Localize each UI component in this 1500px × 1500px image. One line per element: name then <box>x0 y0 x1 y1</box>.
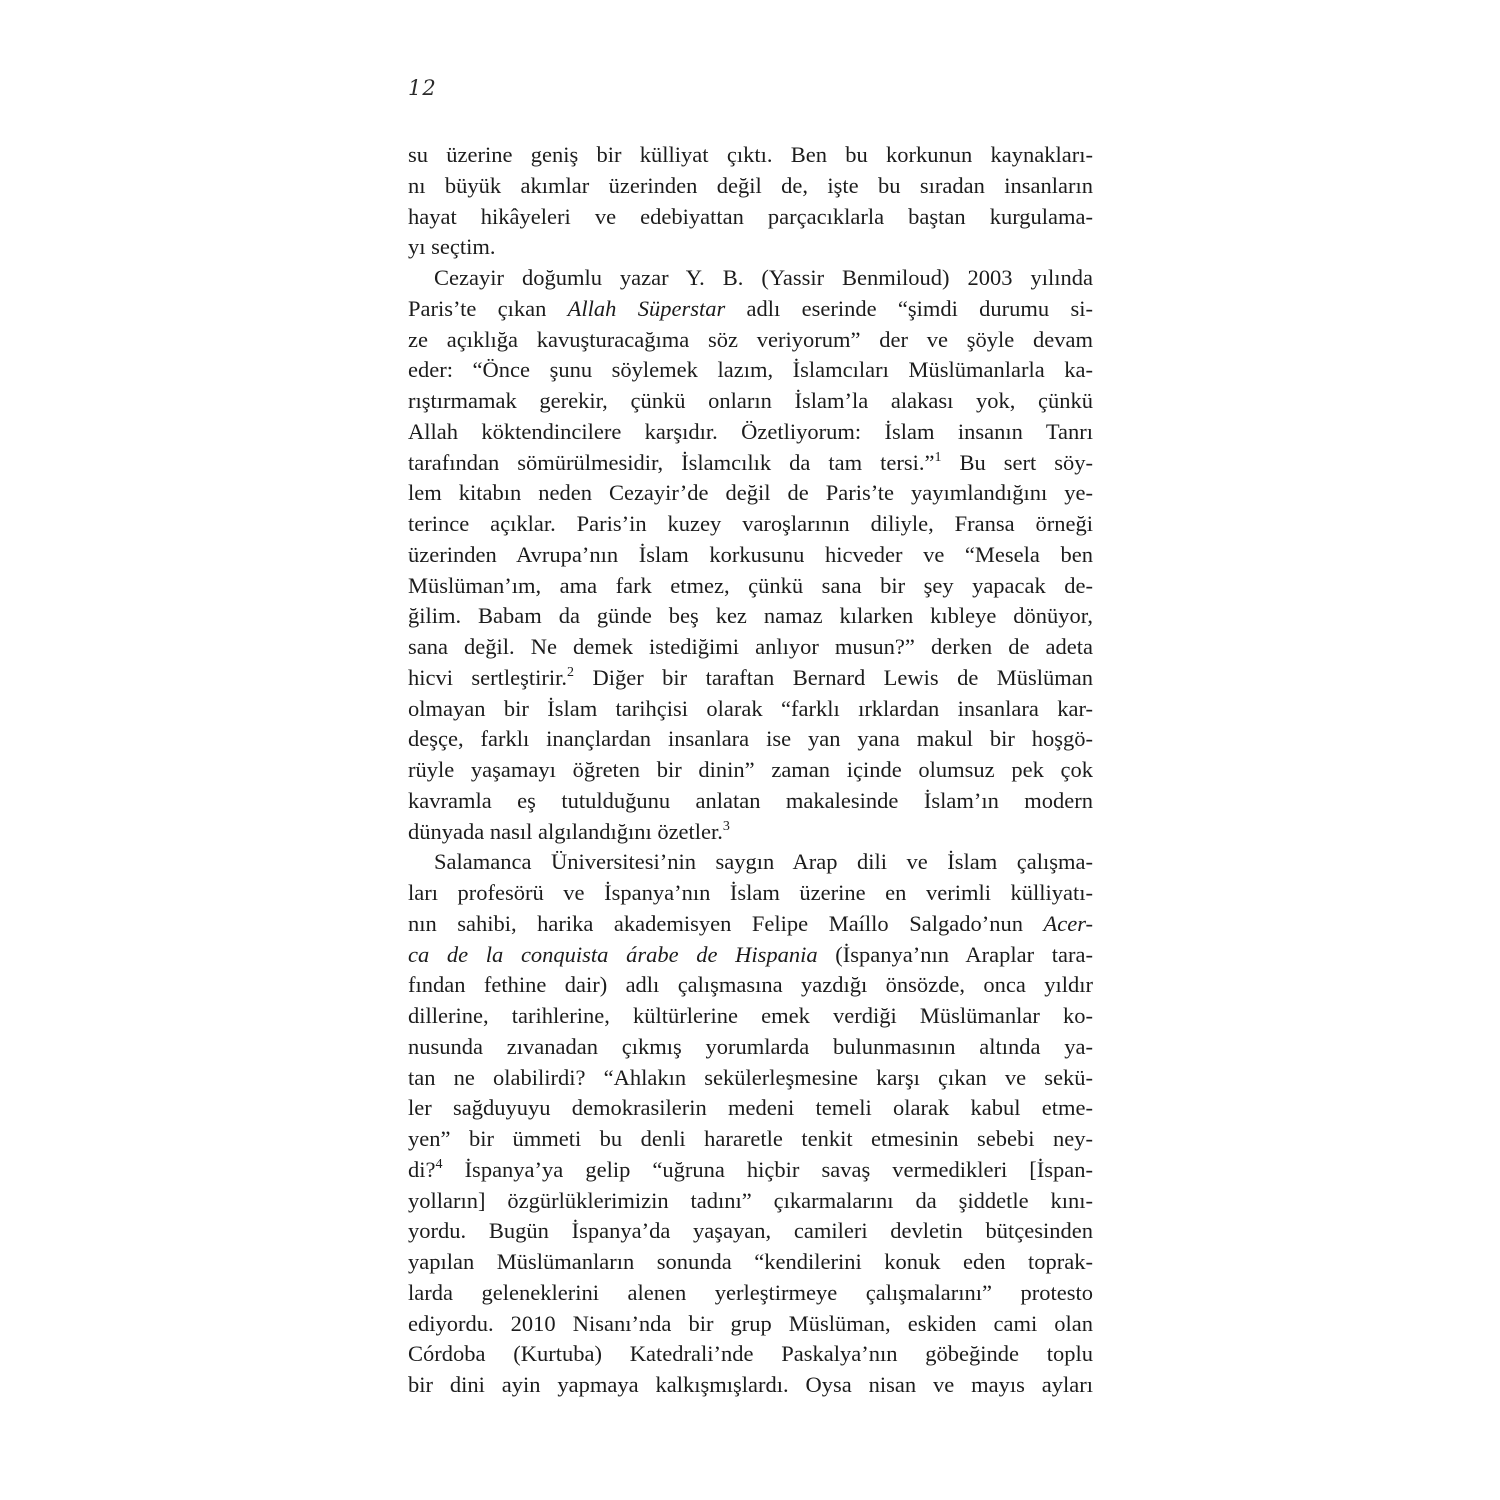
text-segment: hicvi sertleştirir. <box>408 664 568 690</box>
text-segment: su üzerine geniş bir külliyat çıktı. Ben bu korkunun kaynakları- <box>408 142 1093 167</box>
text-line <box>408 1216 1093 1247</box>
text-line <box>408 1339 1093 1370</box>
text-segment: Müslüman’ım, ama fark etmez, çünkü sana bir şey yapacak de- <box>408 572 1093 598</box>
text-line <box>408 1278 1093 1309</box>
text-line <box>408 970 1093 1001</box>
text-line <box>408 202 1093 233</box>
text-line <box>408 694 1093 725</box>
text-line <box>408 448 1093 479</box>
footnote-marker: 1 <box>934 449 942 465</box>
text-line <box>408 1186 1093 1217</box>
text-line <box>408 171 1093 202</box>
text-line <box>408 663 1093 694</box>
text-segment: ler sağduyuyu demokrasilerin medeni temeli olarak kabul etme- <box>408 1095 1093 1121</box>
text-segment: yı seçtim. <box>408 234 496 260</box>
text-line <box>408 417 1093 448</box>
text-line <box>408 1093 1093 1124</box>
italic-title: Acer- <box>1043 910 1093 936</box>
text-line <box>408 263 1093 294</box>
text-segment: İspanya’ya gelip “uğruna hiçbir savaş vermedikleri [İspan- <box>442 1156 1093 1182</box>
text-line <box>408 232 1093 263</box>
text-segment: ze açıklığa kavuşturacağıma söz veriyorum” der ve şöyle devam <box>408 326 1093 352</box>
text-segment: Cezayir doğumlu yazar Y. B. (Yassir Benmiloud) 2003 yılında <box>434 265 1093 290</box>
text-segment: nusunda zıvanadan çıkmış yorumlarda bulunmasının altında ya- <box>408 1033 1093 1059</box>
text-line <box>408 786 1093 817</box>
text-segment: Bu sert söy- <box>941 449 1093 475</box>
text-line <box>408 632 1093 663</box>
text-line <box>408 724 1093 755</box>
text-segment: yordu. Bugün İspanya’da yaşayan, camileri devletin bütçesinden <box>408 1218 1093 1244</box>
text-segment: yapılan Müslümanların sonunda “kendilerini konuk eden toprak- <box>408 1249 1093 1274</box>
text-segment: üzerinden Avrupa’nın İslam korkusunu hicveder ve “Mesela ben <box>408 541 1093 567</box>
footnote-marker: 3 <box>722 818 730 834</box>
text-line <box>408 1247 1093 1278</box>
text-line <box>408 1032 1093 1063</box>
text-segment: bir dini ayin yapmaya kalkışmışlardı. Oysa nisan ve mayıs ayları <box>408 1372 1093 1397</box>
text-segment: Allah köktendincilere karşıdır. Özetliyorum: İslam insanın Tanrı <box>408 418 1093 444</box>
text-segment: lem kitabın neden Cezayir’de değil de Paris’te yayımlandığını ye- <box>408 480 1093 506</box>
text-line <box>408 509 1093 540</box>
text-segment: olmayan bir İslam tarihçisi olarak “farklı ırklardan insanlara kar- <box>408 695 1093 721</box>
text-segment: Paris’te çıkan <box>408 295 568 321</box>
text-line <box>408 847 1093 878</box>
text-line <box>408 1063 1093 1094</box>
italic-title: ca de la conquista árabe de Hispania <box>408 941 818 967</box>
text-segment: (İspanya’nın Araplar tara- <box>817 941 1093 967</box>
text-segment: Salamanca Üniversitesi’nin saygın Arap dili ve İslam çalışma- <box>434 849 1093 875</box>
text-segment: tarafından sömürülmesidir, İslamcılık da tam tersi.” <box>408 449 935 475</box>
text-line <box>408 601 1093 632</box>
text-line <box>408 325 1093 356</box>
text-line <box>408 540 1093 571</box>
text-line <box>408 571 1093 602</box>
text-segment: sana değil. Ne demek istediğimi anlıyor musun?” derken de adeta <box>408 634 1093 659</box>
text-line <box>408 817 1093 848</box>
text-segment: kavramla eş tutulduğunu anlatan makalesinde İslam’ın modern <box>408 787 1093 813</box>
footnote-marker: 4 <box>435 1156 443 1172</box>
text-line <box>408 140 1093 171</box>
text-line <box>408 1155 1093 1186</box>
text-segment: ediyordu. 2010 Nisanı’nda bir grup Müslüman, eskiden cami olan <box>408 1310 1093 1336</box>
text-segment: ları profesörü ve İspanya’nın İslam üzerine en verimli külliyatı- <box>408 880 1093 905</box>
text-segment: yolların] özgürlüklerimizin tadını” çıkarmalarını da şiddetle kını- <box>408 1187 1093 1213</box>
text-line <box>408 940 1093 971</box>
text-line <box>408 1124 1093 1155</box>
text-line <box>408 878 1093 909</box>
text-segment: tan ne olabilirdi? “Ahlakın sekülerleşmesine karşı çıkan ve sekü- <box>408 1064 1093 1090</box>
text-line <box>408 1370 1093 1401</box>
text-segment: nı büyük akımlar üzerinden değil de, işte bu sıradan insanların <box>408 172 1093 198</box>
text-segment: Diğer bir taraftan Bernard Lewis de Müslüman <box>574 664 1093 690</box>
text-segment: di? <box>408 1156 436 1182</box>
text-segment: rıştırmamak gerekir, çünkü onların İslam’la alakası yok, çünkü <box>408 388 1093 413</box>
text-line <box>408 1001 1093 1032</box>
text-segment: deşçe, farklı inançlardan insanlara ise yan yana makul bir hoşgö- <box>408 726 1093 752</box>
text-segment: dillerine, tarihlerine, kültürlerine emek verdiği Müslümanlar ko- <box>408 1003 1093 1028</box>
text-segment: larda geleneklerini alenen yerleştirmeye çalışmalarını” protesto <box>408 1279 1093 1305</box>
text-segment: adlı eserinde “şimdi durumu si- <box>725 295 1093 321</box>
text-segment: terince açıklar. Paris’in kuzey varoşlarının diliyle, Fransa örneği <box>408 511 1093 536</box>
text-segment: ğilim. Babam da günde beş kez namaz kılarken kıbleye dönüyor, <box>408 603 1093 629</box>
text-segment: dünyada nasıl algılandığını özetler. <box>408 818 723 844</box>
page-number: 12 <box>408 76 437 100</box>
text-line <box>408 755 1093 786</box>
text-segment: fından fethine dair) adlı çalışmasına yazdığı önsözde, onca yıldır <box>408 972 1093 998</box>
text-line <box>408 386 1093 417</box>
footnote-marker: 2 <box>567 664 575 680</box>
body-text <box>408 140 1093 1401</box>
text-line <box>408 355 1093 386</box>
text-line <box>408 1309 1093 1340</box>
italic-title: Allah Süperstar <box>567 295 726 321</box>
text-segment: Córdoba (Kurtuba) Katedrali’nde Paskalya’nın göbeğinde toplu <box>408 1341 1093 1367</box>
text-segment: yen” bir ümmeti bu denli hararetle tenkit etmesinin sebebi ney- <box>408 1126 1093 1151</box>
text-line <box>408 478 1093 509</box>
text-segment: eder: “Önce şunu söylemek lazım, İslamcıları Müslümanlarla ka- <box>408 357 1093 383</box>
text-segment: nın sahibi, harika akademisyen Felipe Maíllo Salgado’nun <box>408 910 1044 936</box>
text-line <box>408 294 1093 325</box>
text-line <box>408 909 1093 940</box>
text-segment: hayat hikâyeleri ve edebiyattan parçacıklarla baştan kurgulama- <box>408 203 1093 229</box>
text-segment: rüyle yaşamayı öğreten bir dinin” zaman içinde olumsuz pek çok <box>408 757 1093 782</box>
